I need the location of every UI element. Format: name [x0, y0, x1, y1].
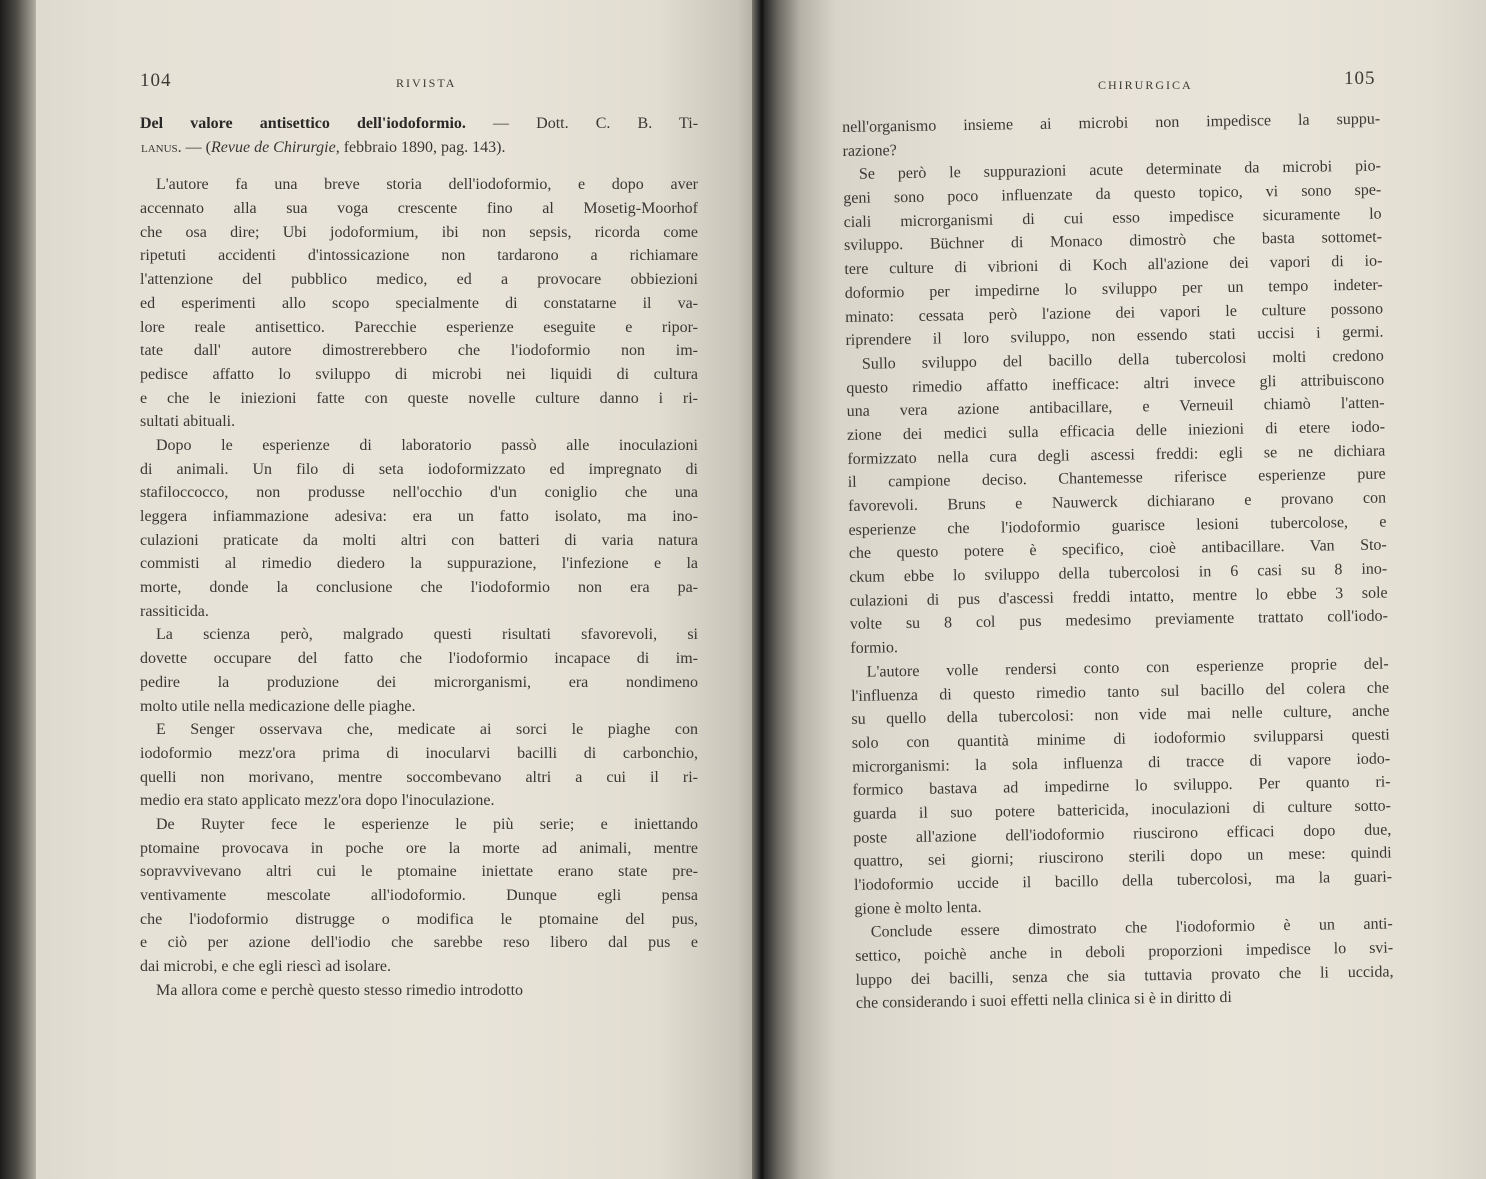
article-title: Del valore antisettico dell'iodoformio.: [140, 115, 466, 132]
text-line: medio era stato applicato mezz'ora dopo l'inoculazione.: [140, 792, 495, 810]
text-line: ventivamente mescolate all'iodoformio. Dunque egli pensa: [140, 887, 698, 904]
left-body-lines: [140, 173, 698, 1002]
text-line: commisti al rimedio diedero la suppurazione, l'infezione e la: [140, 555, 698, 573]
left-page-edge-shadow: [0, 0, 40, 1179]
text-line: settico, poichè anche in deboli proporzioni impedisce lo svi-: [855, 939, 1394, 965]
text-line: e che le iniezioni fatte con queste novelle culture danno i ri-: [140, 389, 698, 407]
text-line: minato: cessata però l'azione dei vapori le culture possono: [845, 300, 1384, 326]
text-line: razione?: [842, 141, 897, 160]
text-line: quelli non morivano, mentre soccombevano altri a cui il ri-: [140, 768, 698, 786]
text-line: gione è molto lenta.: [854, 898, 982, 918]
text-line: accennato alla sua voga crescente fino al Mosetig-Moorhof: [140, 200, 698, 218]
text-line: una vera azione antibacillare, e Verneuil chiamò l'atten-: [846, 394, 1385, 421]
text-line: iodoformio mezz'ora prima di inocularvi bacilli di carbonchio,: [140, 744, 698, 762]
text-line: l'influenza di questo rimedio tanto sul bacillo del colera che: [850, 678, 1390, 705]
text-line: dovette occupare del fatto che l'iodoformio incapace di im-: [140, 650, 698, 668]
text-line: volte su 8 col pus medesimo previamente trattato coll'iodo-: [849, 607, 1389, 634]
text-line: questo rimedio affatto inefficace: altri invece gli attribuiscono: [846, 371, 1385, 397]
text-line: L'autore fa una breve storia dell'iodoformio, e dopo aver: [156, 176, 698, 194]
text-line: riprendere il loro sviluppo, non essendo stati uccisi i germi.: [845, 323, 1384, 350]
text-line: Conclude essere dimostrato che l'iodoformio è un anti-: [870, 915, 1393, 942]
text-line: doformio per impedirne lo sviluppo per un tempo indeter-: [844, 276, 1383, 302]
text-line: formio.: [850, 639, 899, 658]
text-line: rassiticida.: [140, 602, 209, 620]
left-page: [36, 0, 760, 1179]
text-line: ed esperimenti allo scopo specialmente di constatarne il va-: [140, 294, 698, 312]
text-line: Ma allora come e perchè questo stesso rimedio introdotto: [156, 981, 524, 999]
article-author-part1: — Dott. C. B. Ti-: [493, 115, 698, 132]
text-line: esperienze che l'iodoformio guarisce lesioni tubercolose, e: [848, 513, 1387, 539]
article-author-part2: lanus.: [141, 138, 182, 156]
text-line: L'autore volle rendersi conto con esperienze proprie del-: [866, 655, 1389, 681]
text-line: ptomaine provocava in poche ore la morte ad animali, mentre: [140, 839, 698, 857]
text-line: morte, donde la conclusione che l'iodoformio non era pa-: [140, 579, 698, 597]
text-line: culazioni di pus d'ascessi freddi intatto, mentre lo ebbe 3 sole: [849, 584, 1388, 610]
text-line: formizzato nella cura degli ascessi freddi: egli se ne dichiara: [847, 442, 1386, 468]
text-line: microrganismi: la sola influenza di tracce di vapore iodo-: [852, 750, 1391, 776]
text-line: e ciò per azione dell'iodio che sarebbe reso libero dal pus e: [140, 934, 698, 952]
text-line: il campione deciso. Chantemesse riferisce esperienze pure: [847, 465, 1386, 492]
article-source-suffix: , febbraio 1890, pag. 143).: [335, 138, 506, 156]
text-line: ciali microrganismi di cui esso impedisce sicuramente lo: [843, 205, 1382, 231]
text-line: l'iodoformio uccide il bacillo della tubercolosi, ma la guari-: [853, 868, 1393, 894]
article-heading-line-1: [140, 112, 698, 136]
text-line: E Senger osservava che, medicate ai sorci le piaghe con: [156, 721, 698, 739]
text-line: di animali. Un filo di seta iodoformizzato ed impregnato di: [140, 460, 698, 478]
text-line: tate dall' autore dimostrerebbero che l'iodoformio non im-: [140, 342, 698, 360]
text-line: tere culture di vibrioni di Koch all'azione dei vapori di io-: [844, 252, 1383, 279]
article-heading-line-2: [140, 136, 698, 160]
text-line: Se però le suppurazioni acute determinate da microbi pio-: [858, 157, 1381, 184]
text-line: Dopo le esperienze di laboratorio passò alle inoculazioni: [156, 436, 698, 454]
text-line: molto utile nella medicazione delle piaghe.: [140, 697, 416, 715]
right-body-lines: [842, 108, 1394, 1016]
article-source-prefix: — (: [185, 138, 211, 156]
text-line: che osa dire; Ubi jodoformium, ibi non sepsis, ricorda come: [140, 223, 698, 241]
text-line: sviluppo. Büchner di Monaco dimostrò che basta sottomet-: [843, 228, 1383, 255]
text-line: sultati abituali.: [140, 413, 236, 431]
text-line: culazioni praticate da molti altri con batteri di varia natura: [140, 531, 698, 549]
text-line: che considerando i suoi effetti nella clinica si è in diritto di: [855, 989, 1233, 1013]
article-source-journal: Revue de Chirurgie: [211, 138, 336, 156]
text-line: favorevoli. Bruns e Nauwerck dichiarano e provano con: [848, 489, 1387, 515]
text-line: luppo dei bacilli, senza che sia tuttavia provato che li uccida,: [855, 963, 1394, 989]
left-text-block: [140, 112, 698, 1002]
text-line: poste all'azione dell'iodoformio riuscirono efficaci dopo due,: [853, 821, 1392, 847]
text-line: ckum ebbe lo sviluppo della tubercolosi in 6 casi su 8 ino-: [849, 560, 1388, 587]
left-running-head: RIVISTA: [396, 76, 457, 90]
text-line: La scienza però, malgrado questi risultati sfavorevoli, si: [156, 626, 698, 644]
text-line: geni sono poco influenzate da questo topico, vi sono spe-: [843, 181, 1382, 208]
text-line: sopravvivevano altri cui le ptomaine iniettate erano state pre-: [140, 863, 698, 881]
left-page-number: 104: [140, 70, 172, 91]
right-page: [764, 0, 1486, 1179]
text-line: pedisce affatto lo sviluppo di microbi nei liquidi di cultura: [140, 365, 698, 383]
right-page-number: 105: [1344, 68, 1376, 89]
right-text-block: [842, 108, 1394, 1016]
right-running-head: CHIRURGICA: [1098, 78, 1193, 92]
text-line: ripetuti accidenti d'intossicazione non tardarono a richiamare: [140, 247, 698, 265]
text-line: quattro, sei giorni; riuscirono sterili dopo un mese: quindi: [853, 844, 1392, 871]
text-line: su quello della tubercolosi: non vide mai nelle culture, anche: [851, 702, 1390, 729]
text-line: dai microbi, e che egli riescì ad isolare.: [140, 958, 392, 976]
text-line: Sullo sviluppo del bacillo della tubercolosi molti credono: [861, 347, 1384, 373]
text-line: De Ruyter fece le esperienze le più serie; e iniettando: [156, 815, 698, 833]
text-line: stafiloccocco, non produsse nell'occhio d'un coniglio che una: [140, 484, 698, 502]
text-line: lore reale antisettico. Parecchie esperienze eseguite e ripor-: [140, 318, 698, 336]
text-line: che l'iodoformio distrugge o modifica le ptomaine del pus,: [140, 910, 698, 928]
text-line: zione dei medici sulla efficacia delle iniezioni di etere iodo-: [846, 418, 1386, 444]
text-line: formico bastava ad impedirne lo sviluppo. Per quanto ri-: [852, 773, 1391, 800]
text-line: solo con quantità minime di iodoformio svilupparsi questi: [851, 726, 1390, 752]
text-line: leggera infiammazione adesiva: era un fatto isolato, ma ino-: [140, 508, 698, 525]
text-line: che questo potere è specifico, cioè antibacillare. Van Sto-: [848, 536, 1387, 563]
text-line: pedire la produzione dei microrganismi, era nondimeno: [140, 673, 698, 691]
text-line: l'attenzione del pubblico medico, ed a provocare obbiezioni: [140, 271, 698, 289]
text-line: nell'organismo insieme ai microbi non impedisce la suppu-: [842, 110, 1381, 136]
text-line: guarda il suo potere battericida, inoculazioni di culture sotto-: [852, 797, 1392, 823]
